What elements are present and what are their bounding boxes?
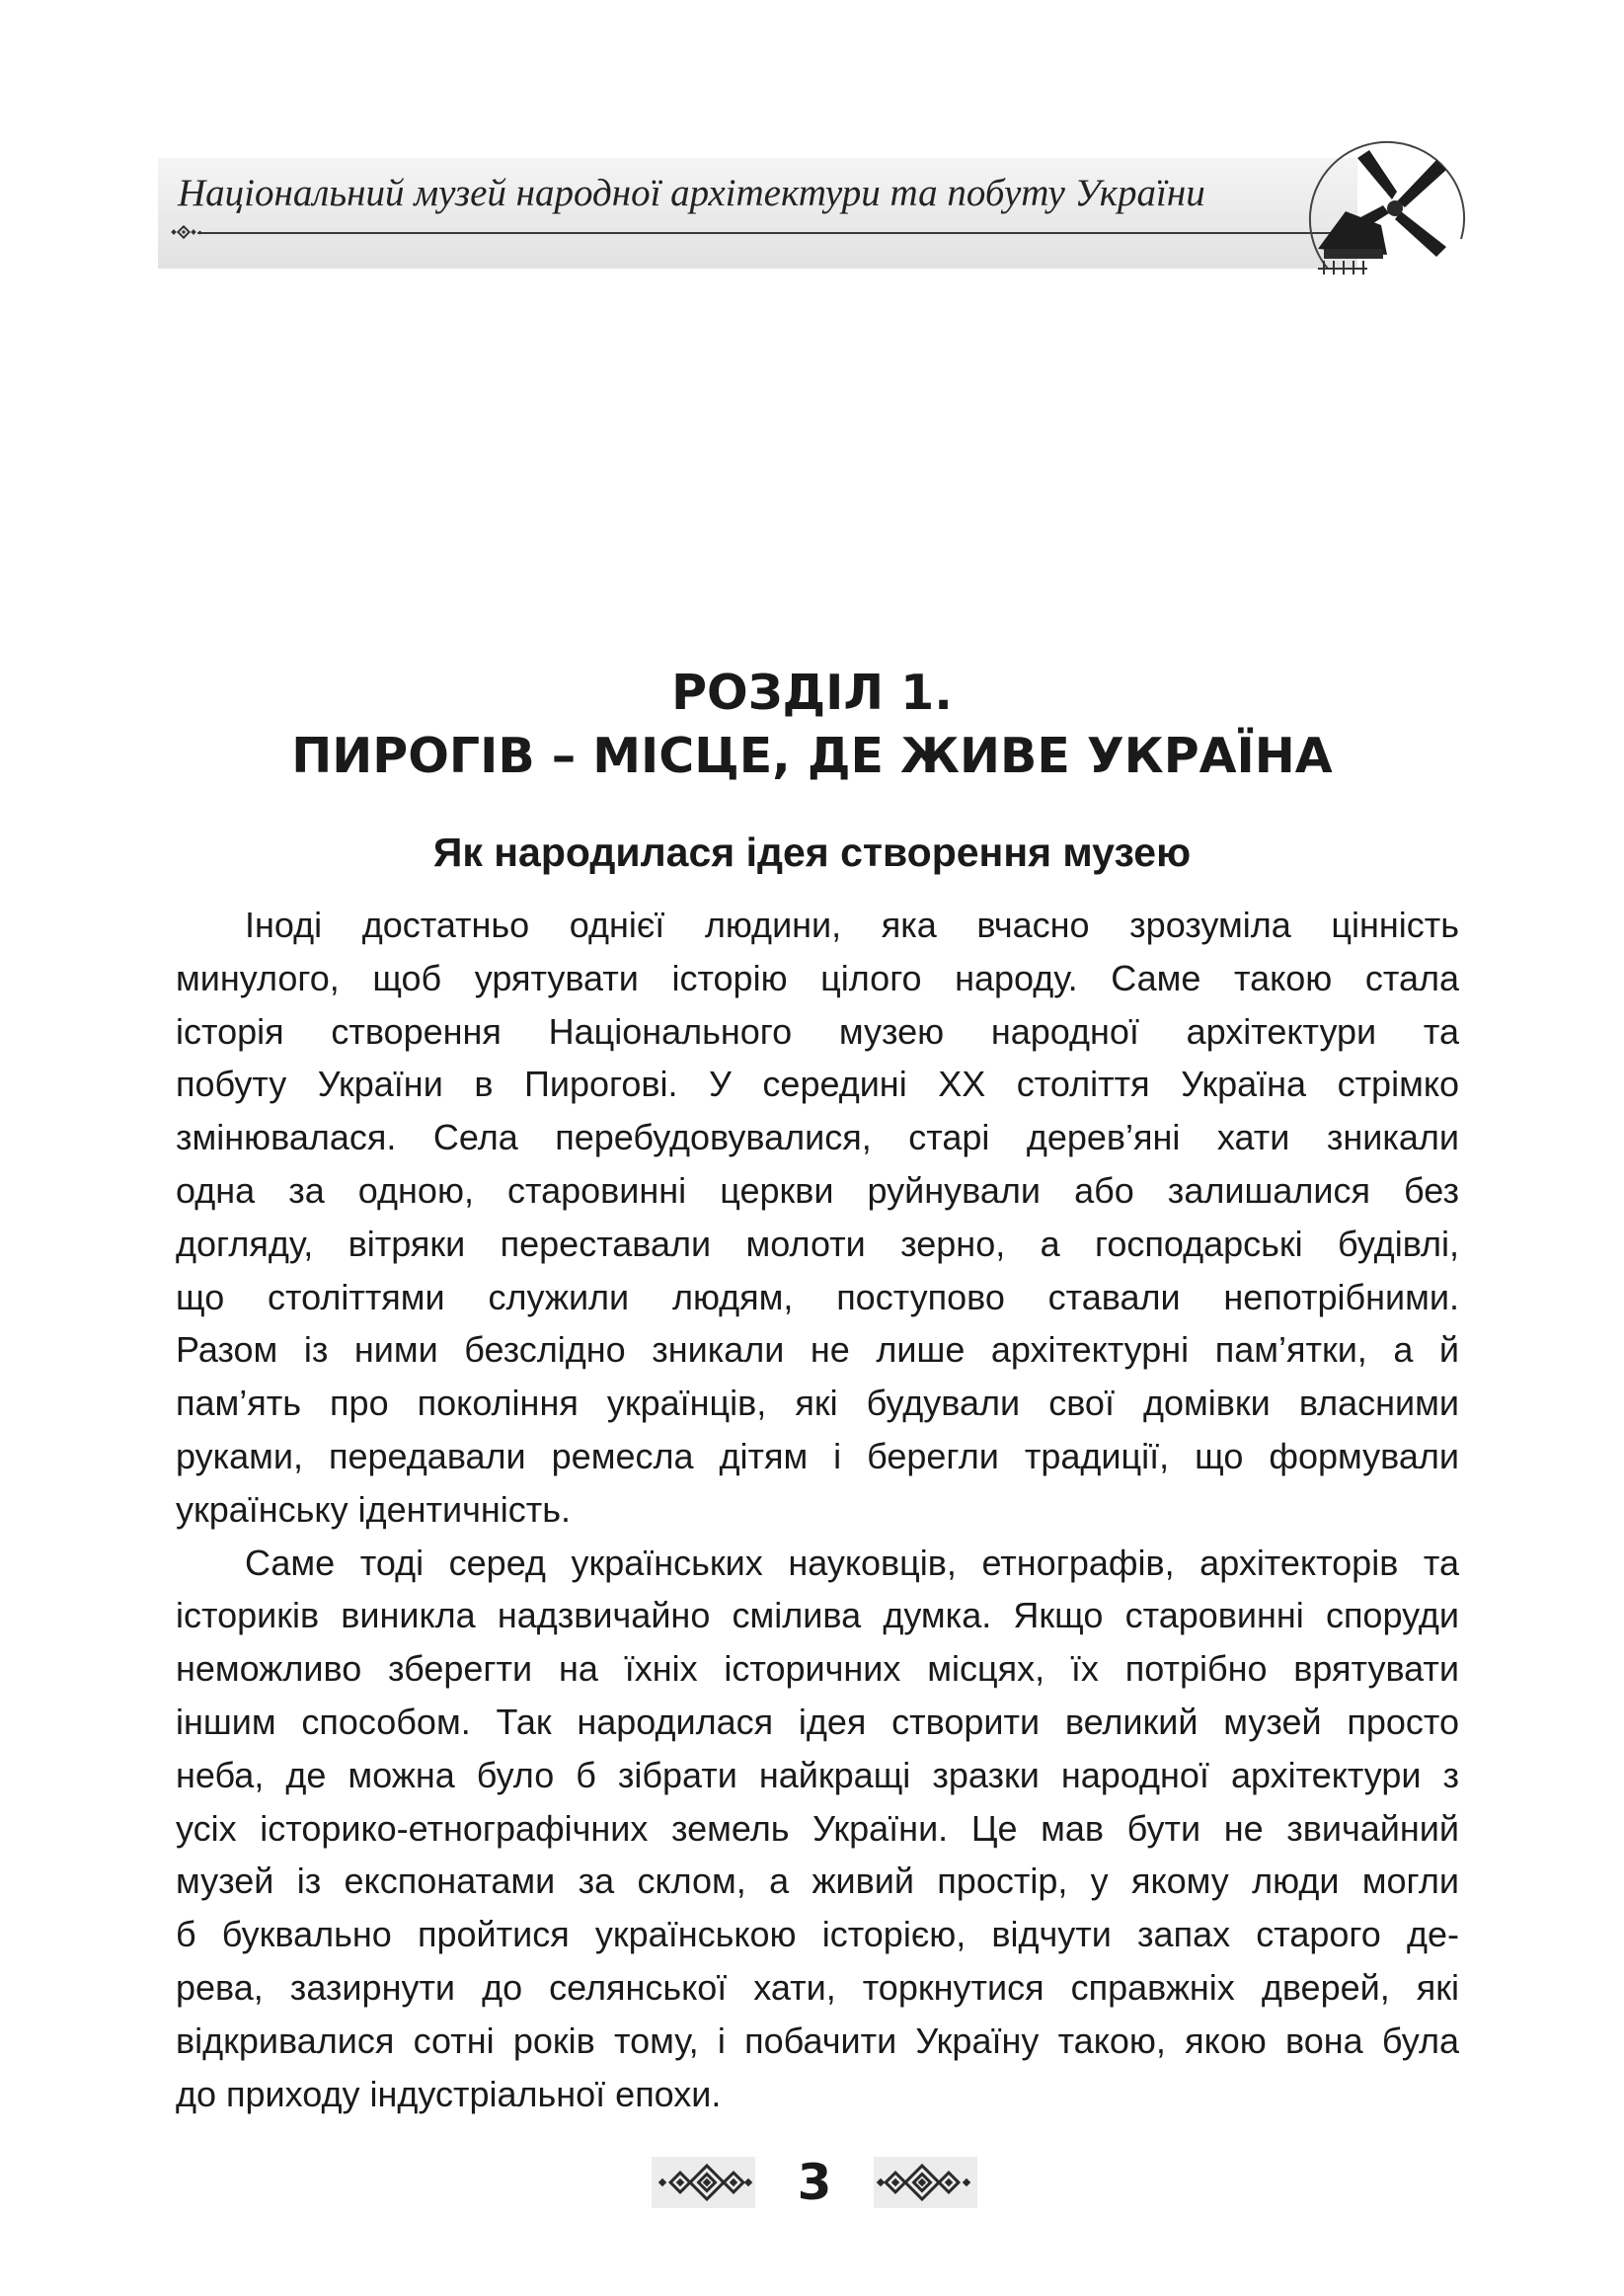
text-line: що століттями служили людям, поступово ставали непотрібними. <box>176 1276 1459 1317</box>
text-line: іншим способом. Так народилася ідея створити великий музей просто <box>176 1701 1459 1742</box>
chapter-title: ПИРОГІВ – МІСЦЕ, ДЕ ЖИВЕ УКРАЇНА <box>291 728 1333 784</box>
text-line: відкривалися сотні років тому, і побачити Україну такою, якою вона була <box>176 2019 1459 2061</box>
text-line: усіх історико-етнографічних земель України. Це мав бути не звичайний <box>176 1807 1459 1849</box>
text-line: минулого, щоб урятувати історію цілого народу. Саме такою стала <box>176 957 1459 998</box>
text-line: неможливо зберегти на їхніх історичних місцях, їх потрібно врятувати <box>176 1648 1459 1690</box>
header-title: Національний музей народної архітектури та побуту України <box>178 172 1205 214</box>
text-line: побуту України в Пирогові. У середині XX століття Україна стрімко <box>176 1064 1459 1105</box>
running-header <box>158 130 1481 278</box>
text-line: істориків виникла надзвичайно смілива думка. Якщо старовинні споруди <box>176 1595 1459 1636</box>
chapter-heading <box>158 662 1466 788</box>
embroidery-diamond-icon <box>170 223 203 241</box>
section-title: Як народилася ідея створення музею <box>432 830 1192 875</box>
text-line: змінювалася. Села перебудовувалися, старі дерев’яні хати зникали <box>176 1117 1459 1158</box>
paragraph <box>176 899 1459 1537</box>
text-line: Іноді достатньо однієї людини, яка вчасно зрозуміла цінність <box>245 905 1459 945</box>
text-line: Разом із ними безслідно зникали не лише архітектурні пам’ятки, а й <box>176 1329 1459 1371</box>
text-line: пам’ять про покоління українців, які будували свої домівки власними <box>176 1383 1459 1424</box>
text-line: українську ідентичність. <box>176 1488 571 1530</box>
text-line: неба, де можна було б зібрати найкращі зразки народної архітектури з <box>176 1754 1459 1795</box>
text-line: історія створення Національного музею народної архітектури та <box>176 1010 1459 1052</box>
text-line: руками, передавали ремесла дітям і берегли традиції, що формували <box>176 1435 1459 1476</box>
header-rule <box>197 232 1357 234</box>
text-line: рева, зазирнути до селянської хати, торкнутися справжніх дверей, які <box>176 1966 1459 2008</box>
text-line: музей із експонатами за склом, а живий простір, у якому люди могли <box>176 1861 1459 1902</box>
page-footer <box>652 2145 977 2224</box>
text-line: до приходу індустріальної епохи. <box>176 2073 722 2114</box>
text-line: Саме тоді серед українських науковців, етнографів, архітекторів та <box>245 1542 1459 1583</box>
chapter-number: РОЗДІЛ 1. <box>671 665 953 721</box>
embroidery-border-icon <box>652 2157 755 2208</box>
text-line: одна за одною, старовинні церкви руйнували або залишалися без <box>176 1169 1459 1211</box>
windmill-emblem-icon <box>1298 130 1476 278</box>
paragraph <box>176 1537 1459 2121</box>
page-number: 3 <box>797 2154 832 2211</box>
text-line: б буквально пройтися українською історією, відчути запах старого де- <box>176 1914 1459 1955</box>
embroidery-border-icon <box>874 2157 977 2208</box>
body-text <box>176 899 1459 2120</box>
text-line: догляду, вітряки переставали молоти зерно, а господарські будівлі, <box>176 1223 1459 1264</box>
